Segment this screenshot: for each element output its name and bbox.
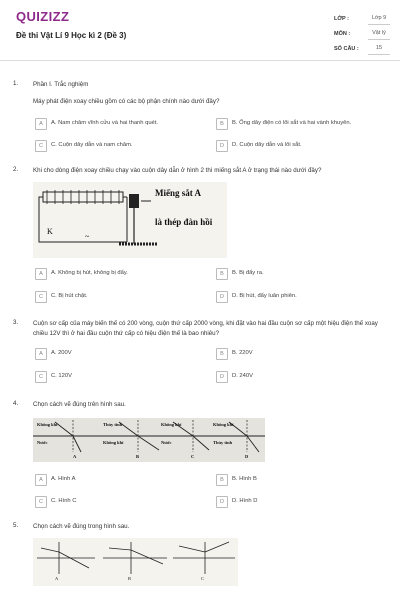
option-letter-box[interactable]: C (35, 140, 47, 152)
question-text: Khi cho dòng điện xoay chiều chạy vào cuộn dây dẫn ở hình 2 thì miếng sắt A ở trạng thái nào dưới đây? (33, 167, 322, 174)
option-letter-box[interactable]: B (216, 348, 228, 360)
option-letter-box[interactable]: A (35, 348, 47, 360)
panel-letter: A (55, 576, 59, 581)
figure-lens (33, 538, 238, 586)
panel-letter: C (191, 454, 195, 459)
option-text: A. Nam châm vĩnh cửu và hai thanh quét. (51, 120, 158, 126)
option-text: B. 220V (232, 350, 253, 356)
switch-label: K (47, 227, 53, 236)
medium-label: Không khí (161, 422, 182, 427)
option-letter-box[interactable]: D (216, 291, 228, 303)
option-text: B. Ống dây điện có lõi sắt và hai vành khuyên. (232, 120, 352, 126)
meta-label: LỚP : (334, 16, 349, 22)
meta-value: Vật lý (368, 30, 390, 40)
option-letter-box[interactable]: D (216, 496, 228, 508)
panel-letter: C (201, 576, 205, 581)
option-text: D. Hình D (232, 498, 258, 504)
meta-value: 15 (368, 45, 390, 55)
medium-label: Không khí (37, 422, 58, 427)
medium-label: Nước (161, 440, 172, 445)
ac-symbol: ~ (85, 232, 90, 241)
figure-refraction (33, 418, 265, 462)
option-text: C. Hình C (51, 498, 77, 504)
page-title: Đề thi Vật Lí 9 Học kì 2 (Đề 3) (16, 31, 127, 40)
option-text: B. Bị đẩy ra. (232, 270, 264, 276)
option-letter-box[interactable]: C (35, 371, 47, 383)
question-number: 4. (13, 400, 19, 407)
medium-label: Không khí (103, 440, 124, 445)
medium-label: Thủy tinh (103, 422, 123, 427)
figure-electromagnet (33, 182, 227, 258)
question-text: Máy phát điện xoay chiều gồm có các bộ phận chính nào dưới đây? (33, 98, 220, 105)
question-number: 2. (13, 166, 19, 173)
lens-diagram (33, 538, 238, 586)
option-letter-box[interactable]: A (35, 268, 47, 280)
page-header (0, 0, 400, 61)
medium-label: Nước (37, 440, 48, 445)
option-letter-box[interactable]: B (216, 118, 228, 130)
option-letter-box[interactable]: B (216, 474, 228, 486)
option-text: C. Bị hút chặt. (51, 293, 88, 299)
question-text: Chọn cách vẽ đúng trong hình sau. (33, 523, 130, 530)
panel-letter: B (128, 576, 132, 581)
option-text: A. Không bị hút, không bị đẩy. (51, 270, 128, 276)
option-letter-box[interactable]: D (216, 140, 228, 152)
option-letter-box[interactable]: A (35, 118, 47, 130)
panel-letter: D (245, 454, 249, 459)
option-text: D. Bị hút, đẩy luân phiên. (232, 293, 297, 299)
question-text: Chọn cách vẽ đúng trên hình sau. (33, 401, 126, 408)
meta-label: SỐ CÂU : (334, 46, 359, 52)
meta-label: MÔN : (334, 31, 351, 37)
option-text: C. 120V (51, 373, 72, 379)
question-number: 5. (13, 522, 19, 529)
medium-label: Không khí (213, 422, 234, 427)
panel-letter: A (73, 454, 77, 459)
option-letter-box[interactable]: B (216, 268, 228, 280)
quizizz-logo: QUIZIZZ (16, 9, 70, 24)
option-text: B. Hình B (232, 476, 257, 482)
meta-value: Lớp 9 (368, 15, 390, 25)
medium-label: Thủy tinh (213, 440, 233, 445)
option-letter-box[interactable]: A (35, 474, 47, 486)
option-letter-box[interactable]: D (216, 371, 228, 383)
option-text: A. 200V (51, 350, 72, 356)
option-text: C. Cuộn dây dẫn và nam châm. (51, 142, 133, 148)
figure-label: Miếng sắt A (155, 188, 201, 198)
option-text: D. 240V (232, 373, 253, 379)
option-letter-box[interactable]: C (35, 291, 47, 303)
option-text: D. Cuộn dây dẫn và lõi sắt. (232, 142, 302, 148)
question-text: Cuộn sơ cấp của máy biến thế có 200 vòng, cuộn thứ cấp 2000 vòng, khi đặt vào hai đầu cuộn sơ cấp một hiệu điện thế xoay chiều 12V thì ở hai đầu cuộn thứ cấp có hiệu điện thế là bao nhiêu? (33, 320, 378, 337)
option-text: A. Hình A (51, 476, 76, 482)
question-number: 1. (13, 80, 19, 87)
figure-label: là thép đàn hồi (155, 217, 213, 227)
option-letter-box[interactable]: C (35, 496, 47, 508)
section-heading: Phần I. Trắc nghiệm (33, 81, 89, 88)
question-number: 3. (13, 319, 19, 326)
panel-letter: B (136, 454, 140, 459)
